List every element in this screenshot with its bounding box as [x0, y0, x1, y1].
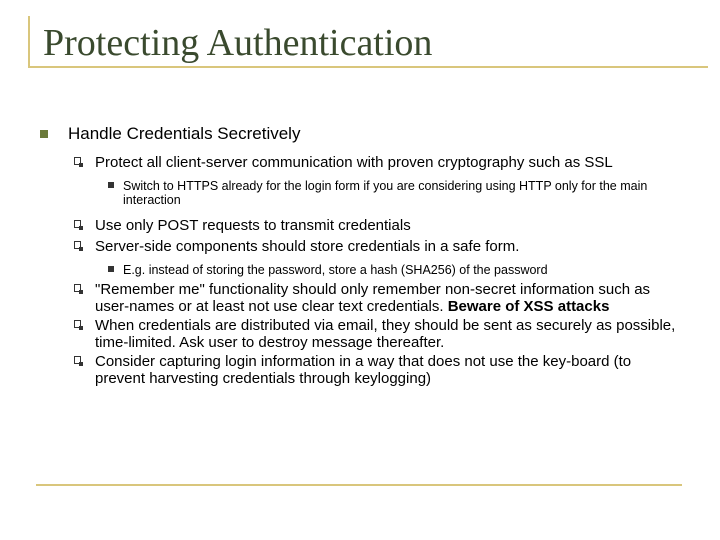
box-bullet-icon: [74, 220, 81, 228]
bullet-text: Handle Credentials Secretively: [68, 124, 301, 143]
bullet-item-level2: [40, 281, 680, 315]
bullet-item-level2: [40, 238, 680, 255]
bullet-text: When credentials are distributed via email, they should be sent as securely as possible, time-limited. Ask user to destroy message thereafter.: [95, 317, 676, 351]
bullet-text: Switch to HTTPS already for the login form if you are considering using HTTP only for the main interaction: [123, 179, 648, 207]
bullet-text: "Remember me" functionality should only remember non-secret information such as user-names or at least not use clear text credentials.: [95, 281, 651, 315]
bullet-text: Protect all client-server communication with proven cryptography such as SSL: [95, 154, 613, 171]
box-bullet-icon: [74, 157, 81, 165]
title-underline-rule: [28, 66, 708, 68]
small-square-bullet-icon: [108, 266, 114, 272]
square-bullet-icon: [40, 130, 48, 138]
box-bullet-icon: [74, 320, 81, 328]
box-bullet-icon: [74, 356, 81, 364]
bullet-item-level2: [40, 154, 680, 171]
bullet-text: E.g. instead of storing the password, store a hash (SHA256) of the password: [123, 263, 548, 277]
bullet-text: Consider capturing login information in a way that does not use the key-board (to prevent harvesting credentials through keylogging): [95, 353, 632, 387]
small-square-bullet-icon: [108, 182, 114, 188]
bullet-bold-text: Beware of XSS attacks: [447, 298, 610, 315]
box-bullet-icon: [74, 241, 81, 249]
bullet-item-level3: [40, 179, 680, 207]
slide-body: [40, 124, 680, 389]
bullet-item-level2: [40, 317, 680, 351]
footer-rule: [36, 484, 682, 486]
bullet-text: Use only POST requests to transmit credentials: [95, 217, 411, 234]
bullet-item-level1: [40, 124, 680, 144]
bullet-item-level2: [40, 217, 680, 234]
slide-title: Protecting Authentication: [43, 22, 433, 64]
title-vertical-rule: [28, 16, 30, 66]
bullet-item-level3: [40, 263, 680, 277]
bullet-item-level2: [40, 353, 680, 387]
bullet-text: Server-side components should store credentials in a safe form.: [95, 238, 520, 255]
box-bullet-icon: [74, 284, 81, 292]
